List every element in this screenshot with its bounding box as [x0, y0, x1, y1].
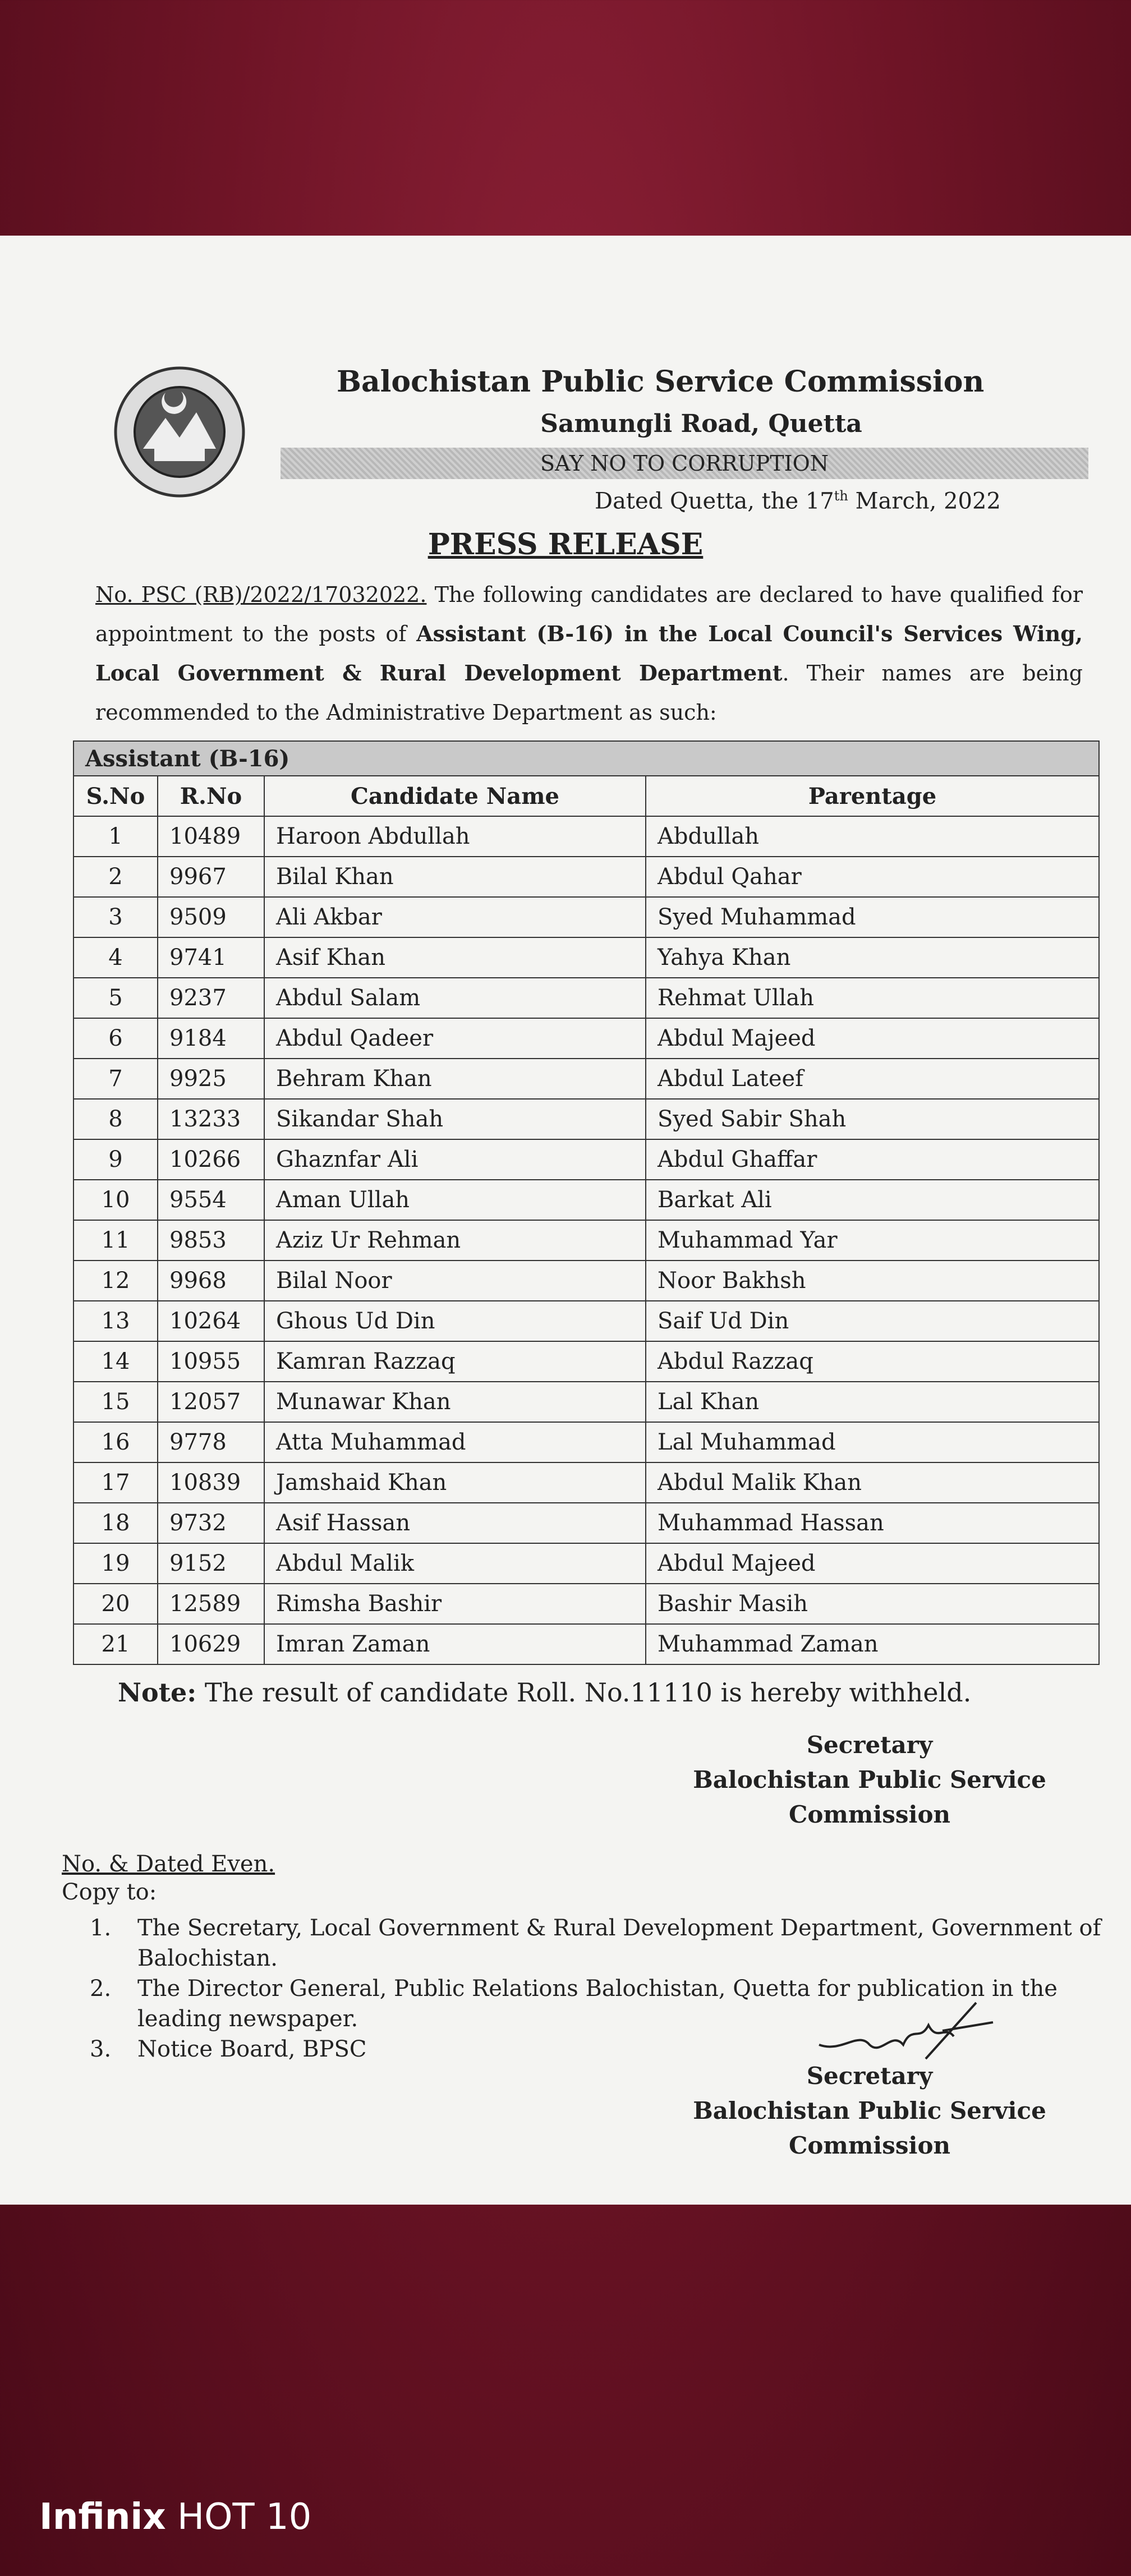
signatory-title: Secretary: [806, 2062, 933, 2090]
signatory-org-line1: Balochistan Public Service: [693, 2097, 1046, 2124]
parentage-cell: Bashir Masih: [646, 1584, 1099, 1624]
signatory-org-line2: Commission: [788, 1801, 951, 1828]
serial-cell: 5: [73, 978, 158, 1018]
candidate-name-cell: Rimsha Bashir: [264, 1584, 646, 1624]
table-row: [73, 1422, 1099, 1462]
candidate-name-cell: Atta Muhammad: [264, 1422, 646, 1462]
roll-number-cell: 9968: [158, 1261, 264, 1301]
roll-number-cell: 9509: [158, 897, 264, 937]
table-row: [73, 1139, 1099, 1180]
serial-cell: 13: [73, 1301, 158, 1341]
parentage-cell: Barkat Ali: [646, 1180, 1099, 1220]
serial-cell: 6: [73, 1018, 158, 1059]
note-text: The result of candidate Roll. No.11110 is hereby withheld.: [196, 1677, 972, 1708]
organization-address: Samungli Road, Quetta: [540, 410, 862, 438]
roll-number-cell: 12589: [158, 1584, 264, 1624]
note-label: Note:: [118, 1677, 197, 1708]
parentage-cell: Abdul Malik Khan: [646, 1462, 1099, 1503]
serial-cell: 3: [73, 897, 158, 937]
serial-cell: 15: [73, 1382, 158, 1422]
candidate-name-cell: Asif Khan: [264, 937, 646, 978]
candidate-name-cell: Abdul Qadeer: [264, 1018, 646, 1059]
parentage-cell: Rehmat Ullah: [646, 978, 1099, 1018]
table-row: [73, 1382, 1099, 1422]
roll-number-cell: 9925: [158, 1059, 264, 1099]
serial-cell: 1: [73, 816, 158, 857]
camera-watermark: [39, 2496, 311, 2538]
roll-number-cell: 9741: [158, 937, 264, 978]
table-row: [73, 937, 1099, 978]
roll-number-cell: 12057: [158, 1382, 264, 1422]
bpsc-seal-logo: [112, 365, 247, 499]
roll-number-cell: 9967: [158, 857, 264, 897]
table-row: [73, 1180, 1099, 1220]
table-caption: Assistant (B-16): [73, 741, 1099, 776]
candidate-name-cell: Abdul Malik: [264, 1543, 646, 1584]
candidate-name-cell: Bilal Noor: [264, 1261, 646, 1301]
candidate-name-cell: Ghous Ud Din: [264, 1301, 646, 1341]
watermark-brand: Infinix: [39, 2496, 166, 2538]
candidate-name-cell: Asif Hassan: [264, 1503, 646, 1543]
roll-number-cell: 10839: [158, 1462, 264, 1503]
table-row: [73, 1341, 1099, 1382]
parentage-cell: Abdul Majeed: [646, 1018, 1099, 1059]
candidate-name-cell: Behram Khan: [264, 1059, 646, 1099]
copy-item: 1. The Secretary, Local Government & Rural Development Department, Government of Balochistan.: [90, 1915, 1101, 1971]
roll-number-cell: 9732: [158, 1503, 264, 1543]
column-header: R.No: [158, 776, 264, 816]
organization-name: Balochistan Public Service Commission: [337, 365, 985, 399]
parentage-cell: Abdullah: [646, 816, 1099, 857]
motto-text: SAY NO TO CORRUPTION: [540, 451, 829, 476]
serial-cell: 12: [73, 1261, 158, 1301]
press-release-paper: [0, 236, 1131, 2205]
parentage-cell: Yahya Khan: [646, 937, 1099, 978]
date-prefix: Dated Quetta, the 17: [595, 488, 834, 514]
reference-number: No. PSC (RB)/2022/17032022.: [95, 582, 427, 607]
serial-cell: 10: [73, 1180, 158, 1220]
parentage-cell: Lal Muhammad: [646, 1422, 1099, 1462]
serial-cell: 8: [73, 1099, 158, 1139]
parentage-cell: Abdul Ghaffar: [646, 1139, 1099, 1180]
parentage-cell: Saif Ud Din: [646, 1301, 1099, 1341]
watermark-model: HOT 10: [177, 2496, 312, 2538]
table-row: [73, 1584, 1099, 1624]
parentage-cell: Abdul Majeed: [646, 1543, 1099, 1584]
serial-cell: 14: [73, 1341, 158, 1382]
copy-to-label: Copy to:: [62, 1879, 157, 1905]
serial-cell: 21: [73, 1624, 158, 1664]
table-row: [73, 857, 1099, 897]
table-row: [73, 1624, 1099, 1664]
candidate-name-cell: Aman Ullah: [264, 1180, 646, 1220]
table-row: [73, 1543, 1099, 1584]
roll-number-cell: 13233: [158, 1099, 264, 1139]
parentage-cell: Noor Bakhsh: [646, 1261, 1099, 1301]
intro-text-1: The following candidates are declared to have qualified for appointment to the posts of: [95, 582, 1083, 646]
table-row: [73, 1099, 1099, 1139]
parentage-cell: Muhammad Yar: [646, 1220, 1099, 1261]
parentage-cell: Muhammad Zaman: [646, 1624, 1099, 1664]
date-line: [595, 488, 1001, 514]
serial-cell: 11: [73, 1220, 158, 1261]
table-row: [73, 978, 1099, 1018]
roll-number-cell: 9237: [158, 978, 264, 1018]
serial-cell: 4: [73, 937, 158, 978]
column-header: Parentage: [646, 776, 1099, 816]
column-header: S.No: [73, 776, 158, 816]
roll-number-cell: 9853: [158, 1220, 264, 1261]
candidate-name-cell: Jamshaid Khan: [264, 1462, 646, 1503]
note: [118, 1677, 971, 1708]
serial-cell: 20: [73, 1584, 158, 1624]
candidate-name-cell: Imran Zaman: [264, 1624, 646, 1664]
signatory-title: Secretary: [806, 1731, 933, 1759]
serial-cell: 2: [73, 857, 158, 897]
serial-cell: 7: [73, 1059, 158, 1099]
roll-number-cell: 9152: [158, 1543, 264, 1584]
roll-number-cell: 10266: [158, 1139, 264, 1180]
table-caption-row: [73, 741, 1099, 776]
roll-number-cell: 10629: [158, 1624, 264, 1664]
serial-cell: 18: [73, 1503, 158, 1543]
copy-item: 2. The Director General, Public Relations Balochistan, Quetta for publication in the leading newspaper.: [90, 1976, 1058, 2032]
copy-item: 3. Notice Board, BPSC: [90, 2036, 367, 2062]
table-row: [73, 1261, 1099, 1301]
candidate-name-cell: Aziz Ur Rehman: [264, 1220, 646, 1261]
parentage-cell: Abdul Razzaq: [646, 1341, 1099, 1382]
signatory-block-1: [673, 1728, 1066, 1832]
roll-number-cell: 9184: [158, 1018, 264, 1059]
candidate-name-cell: Abdul Salam: [264, 978, 646, 1018]
candidate-name-cell: Bilal Khan: [264, 857, 646, 897]
parentage-cell: Muhammad Hassan: [646, 1503, 1099, 1543]
roll-number-cell: 10264: [158, 1301, 264, 1341]
table-row: [73, 897, 1099, 937]
table-row: [73, 816, 1099, 857]
table-row: [73, 1503, 1099, 1543]
candidate-name-cell: Munawar Khan: [264, 1382, 646, 1422]
roll-number-cell: 10955: [158, 1341, 264, 1382]
roll-number-cell: 9554: [158, 1180, 264, 1220]
candidate-name-cell: Ali Akbar: [264, 897, 646, 937]
motto-banner: [281, 448, 1088, 479]
dated-even: No. & Dated Even.: [62, 1851, 275, 1877]
table-row: [73, 1220, 1099, 1261]
parentage-cell: Syed Muhammad: [646, 897, 1099, 937]
intro-text-2: . Their names are being recommended to the Administrative Department as such:: [95, 661, 1083, 725]
date-ordinal: th: [834, 488, 848, 504]
table-row: [73, 1018, 1099, 1059]
serial-cell: 17: [73, 1462, 158, 1503]
signatory-org-line2: Commission: [788, 2132, 951, 2159]
parentage-cell: Syed Sabir Shah: [646, 1099, 1099, 1139]
intro-paragraph: [95, 575, 1083, 732]
signatory-org-line1: Balochistan Public Service: [693, 1766, 1046, 1793]
serial-cell: 16: [73, 1422, 158, 1462]
parentage-cell: Lal Khan: [646, 1382, 1099, 1422]
serial-cell: 19: [73, 1543, 158, 1584]
table-row: [73, 1301, 1099, 1341]
candidate-name-cell: Sikandar Shah: [264, 1099, 646, 1139]
parentage-cell: Abdul Lateef: [646, 1059, 1099, 1099]
signatory-block-2: [673, 2059, 1066, 2163]
candidates-table: [73, 740, 1100, 1665]
table-header-row: [73, 776, 1099, 816]
page-title: PRESS RELEASE: [427, 527, 704, 562]
candidate-name-cell: Haroon Abdullah: [264, 816, 646, 857]
date-suffix: March, 2022: [848, 488, 1001, 514]
column-header: Candidate Name: [264, 776, 646, 816]
candidate-name-cell: Ghaznfar Ali: [264, 1139, 646, 1180]
roll-number-cell: 10489: [158, 816, 264, 857]
serial-cell: 9: [73, 1139, 158, 1180]
candidate-name-cell: Kamran Razzaq: [264, 1341, 646, 1382]
table-row: [73, 1462, 1099, 1503]
table-row: [73, 1059, 1099, 1099]
roll-number-cell: 9778: [158, 1422, 264, 1462]
post-name: Assistant (B-16) in the Local Council's Services Wing, Local Government & Rural Development Department: [95, 621, 1083, 686]
parentage-cell: Abdul Qahar: [646, 857, 1099, 897]
